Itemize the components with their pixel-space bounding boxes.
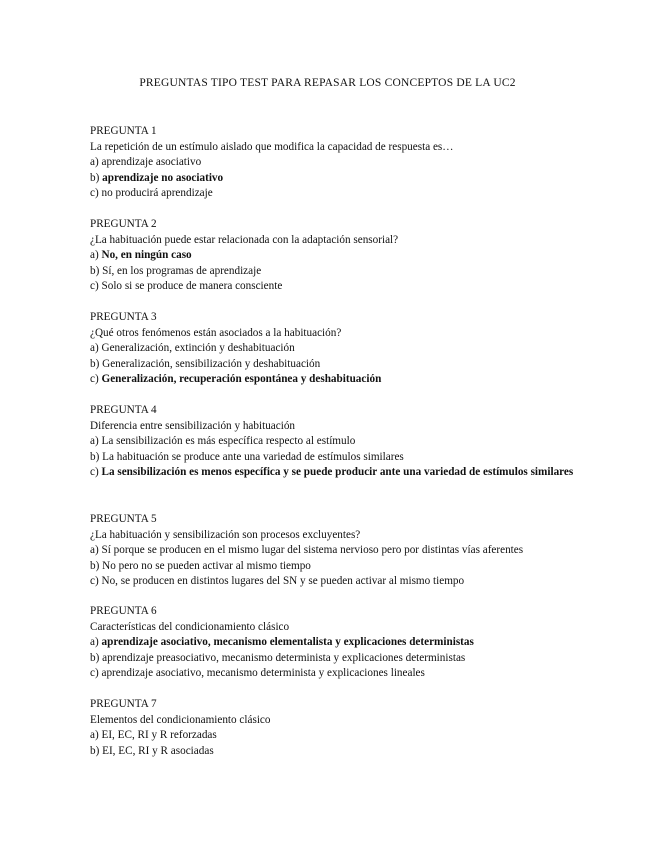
question-5 (90, 512, 575, 590)
option-b (90, 744, 575, 760)
option-a (90, 341, 575, 357)
option-prefix: c) (90, 280, 102, 292)
option-b (90, 559, 575, 575)
option-text: Solo si se produce de manera consciente (101, 280, 283, 292)
question-6 (90, 604, 575, 682)
question-text: Características del condicionamiento clásico (90, 620, 290, 633)
option-a (90, 728, 575, 744)
option-prefix: b) (90, 651, 103, 664)
option-prefix: a) (90, 342, 102, 354)
question-label: PREGUNTA 7 (90, 698, 157, 710)
option-c (90, 574, 575, 590)
option-text: No, se producen en distintos lugares del SN y se pueden activar al mismo tiempo (101, 575, 465, 587)
option-b (90, 450, 575, 466)
option-prefix: b) (90, 744, 103, 757)
option-text: No pero no se pueden activar al mismo tiempo (102, 559, 311, 572)
option-b (90, 264, 575, 280)
option-text: EI, EC, RI y R reforzadas (101, 729, 217, 741)
option-prefix: c) (90, 667, 102, 679)
document-title: PREGUNTAS TIPO TEST PARA REPASAR LOS CONCEPTOS DE LA UC2 (139, 77, 516, 89)
question-text: ¿La habituación y sensibilización son procesos excluyentes? (90, 528, 361, 541)
option-text: EI, EC, RI y R asociadas (102, 744, 214, 757)
option-b-correct (90, 171, 575, 187)
question-4 (90, 403, 575, 481)
option-a-correct (90, 635, 575, 651)
option-prefix: a) (90, 729, 102, 741)
option-text: La sensibilización es menos específica y se puede producir ante una variedad de estímulos similares (101, 466, 574, 478)
option-c (90, 666, 575, 682)
option-prefix: a) (90, 156, 102, 168)
option-prefix: b) (90, 450, 103, 463)
option-c (90, 186, 575, 202)
option-prefix: c) (90, 187, 102, 199)
option-c (90, 279, 575, 295)
option-text: Sí, en los programas de aprendizaje (102, 264, 262, 277)
option-prefix: c) (90, 466, 102, 478)
option-text: La habituación se produce ante una variedad de estímulos similares (102, 450, 404, 463)
option-text: aprendizaje asociativo (101, 156, 202, 168)
option-text: Generalización, extinción y deshabituación (101, 342, 295, 354)
option-prefix: a) (90, 636, 102, 648)
option-prefix: a) (90, 544, 102, 556)
option-prefix: b) (90, 559, 103, 572)
question-text: ¿La habituación puede estar relacionada con la adaptación sensorial? (90, 233, 399, 246)
question-label: PREGUNTA 3 (90, 311, 157, 323)
option-text: aprendizaje asociativo, mecanismo elementalista y explicaciones deterministas (101, 636, 474, 648)
question-label: PREGUNTA 1 (90, 125, 157, 137)
option-prefix: b) (90, 357, 103, 370)
option-text: No, en ningún caso (101, 249, 192, 261)
option-prefix: a) (90, 249, 102, 261)
option-a (90, 543, 575, 559)
option-text: Sí porque se producen en el mismo lugar del sistema nervioso pero por distintas vías aferentes (101, 544, 524, 556)
option-a (90, 434, 575, 450)
option-prefix: b) (90, 264, 103, 277)
option-c-correct (90, 372, 575, 388)
question-7 (90, 697, 575, 759)
option-prefix: c) (90, 575, 102, 587)
option-text: aprendizaje asociativo, mecanismo determinista y explicaciones lineales (101, 667, 425, 679)
question-label: PREGUNTA 2 (90, 218, 157, 230)
question-label: PREGUNTA 4 (90, 404, 157, 416)
question-3 (90, 310, 575, 388)
option-a (90, 155, 575, 171)
question-text: La repetición de un estímulo aislado que modifica la capacidad de respuesta es… (90, 140, 454, 153)
option-text: aprendizaje preasociativo, mecanismo determinista y explicaciones deterministas (102, 651, 466, 664)
option-b (90, 357, 575, 373)
option-text: no producirá aprendizaje (101, 187, 213, 199)
option-c-correct (90, 465, 575, 481)
question-label: PREGUNTA 5 (90, 513, 157, 525)
question-2 (90, 217, 575, 295)
question-1 (90, 124, 575, 202)
option-prefix: a) (90, 435, 102, 447)
option-text: La sensibilización es más específica respecto al estímulo (101, 435, 356, 447)
question-text: Elementos del condicionamiento clásico (90, 713, 271, 726)
question-text: Diferencia entre sensibilización y habituación (90, 419, 296, 432)
option-text: Generalización, sensibilización y deshabituación (102, 357, 321, 370)
option-prefix: b) (90, 171, 103, 184)
question-label: PREGUNTA 6 (90, 605, 157, 617)
option-text: aprendizaje no asociativo (102, 171, 224, 184)
option-text: Generalización, recuperación espontánea y deshabituación (101, 373, 382, 385)
option-b (90, 651, 575, 667)
option-a-correct (90, 248, 575, 264)
question-text: ¿Qué otros fenómenos están asociados a la habituación? (90, 326, 342, 339)
option-prefix: c) (90, 373, 102, 385)
